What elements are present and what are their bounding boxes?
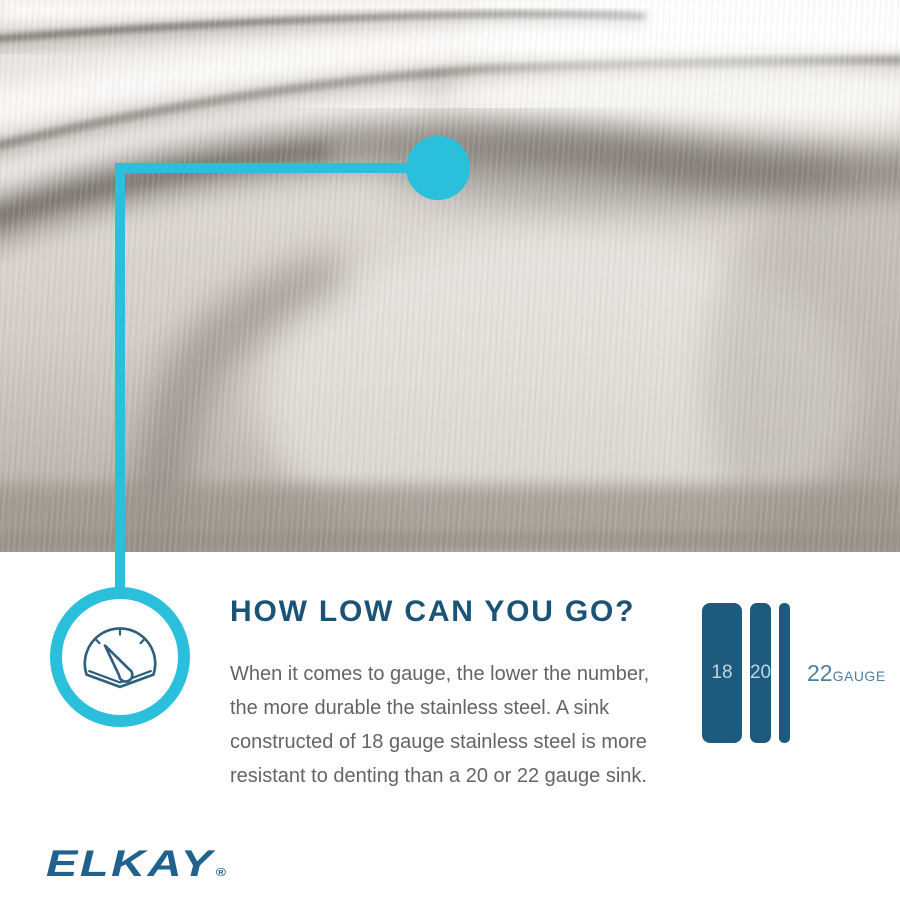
gauge-outside-label — [807, 660, 886, 687]
registered-trademark-icon: ® — [215, 867, 227, 879]
body-line-2: the more durable the stainless steel. A sink — [230, 697, 610, 719]
callout-line-vertical — [115, 163, 125, 593]
gauge-bar-18-label: 18 — [711, 662, 733, 683]
callout-line-horizontal — [115, 163, 442, 173]
gauge-22-number: 22 — [807, 659, 833, 686]
headline: HOW LOW CAN YOU GO? — [230, 595, 636, 628]
gauge-bar-20-label: 20 — [749, 662, 772, 683]
callout-dot — [406, 136, 470, 200]
gauge-badge-circle — [50, 587, 190, 727]
elkay-logo-text: ELKAY — [46, 843, 215, 884]
gauge-unit-label: GAUGE — [832, 667, 886, 684]
body-copy — [230, 657, 649, 793]
gauge-bar-20 — [750, 603, 771, 743]
body-line-4: resistant to denting than a 20 or 22 gauge sink. — [230, 765, 647, 787]
body-line-1: When it comes to gauge, the lower the number, — [230, 663, 650, 685]
gauge-bar-22 — [779, 603, 790, 743]
body-line-3: constructed of 18 gauge stainless steel is more — [230, 731, 647, 753]
gauge-meter-icon — [76, 622, 164, 692]
gauge-comparison-chart — [702, 603, 886, 743]
gauge-bar-18 — [702, 603, 742, 743]
elkay-logo — [46, 845, 226, 882]
